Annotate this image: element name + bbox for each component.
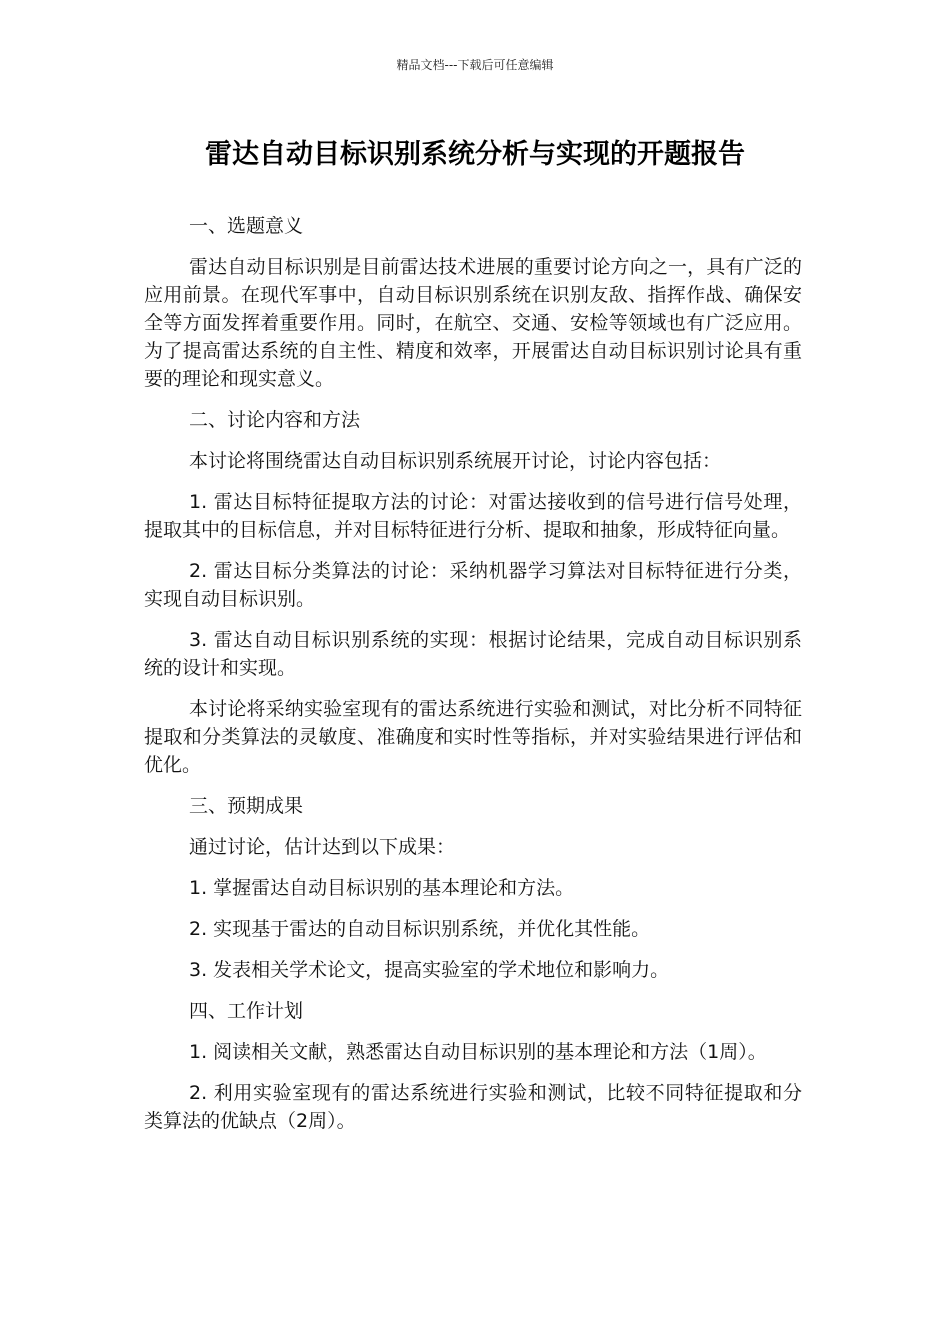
list-item: 2. 利用实验室现有的雷达系统进行实验和测试，比较不同特征提取和分类算法的优缺点（2周）。: [144, 1082, 802, 1132]
list-item: 3. 发表相关学术论文，提高实验室的学术地位和影响力。: [189, 959, 670, 981]
paragraph: 本讨论将围绕雷达自动目标识别系统展开讨论，讨论内容包括：: [189, 450, 722, 472]
document-body: [144, 212, 802, 1148]
document-title: 雷达自动目标识别系统分析与实现的开题报告: [205, 139, 745, 170]
list-item: 1. 掌握雷达自动目标识别的基本理论和方法。: [189, 877, 575, 899]
section-heading-content-methods: 二、讨论内容和方法: [189, 409, 361, 431]
header-note: 精品文档---下载后可任意编辑: [396, 58, 554, 72]
list-item: 1. 阅读相关文献，熟悉雷达自动目标识别的基本理论和方法（1周）。: [189, 1041, 767, 1063]
section-heading-work-plan: 四、工作计划: [189, 1000, 304, 1022]
list-item: 2. 雷达目标分类算法的讨论：采纳机器学习算法对目标特征进行分类，实现自动目标识别。: [144, 560, 802, 610]
paragraph: 本讨论将采纳实验室现有的雷达系统进行实验和测试，对比分析不同特征提取和分类算法的灵敏度、准确度和实时性等指标，并对实验结果进行评估和优化。: [144, 698, 802, 776]
list-item: 2. 实现基于雷达的自动目标识别系统，并优化其性能。: [189, 918, 651, 940]
paragraph: 通过讨论，估计达到以下成果：: [189, 836, 456, 858]
section-heading-significance: 一、选题意义: [189, 215, 304, 237]
section-heading-expected-results: 三、预期成果: [189, 795, 304, 817]
paragraph: 雷达自动目标识别是目前雷达技术进展的重要讨论方向之一，具有广泛的应用前景。在现代军事中，自动目标识别系统在识别友敌、指挥作战、确保安全等方面发挥着重要作用。同时，在航空、交通、安检等领域也有广泛应用。为了提高雷达系统的自主性、精度和效率，开展雷达自动目标识别讨论具有重要的理论和现实意义。: [144, 256, 802, 390]
list-item: 3. 雷达自动目标识别系统的实现：根据讨论结果，完成自动目标识别系统的设计和实现。: [144, 629, 802, 679]
list-item: 1. 雷达目标特征提取方法的讨论：对雷达接收到的信号进行信号处理，提取其中的目标信息，并对目标特征进行分析、提取和抽象，形成特征向量。: [144, 491, 802, 541]
